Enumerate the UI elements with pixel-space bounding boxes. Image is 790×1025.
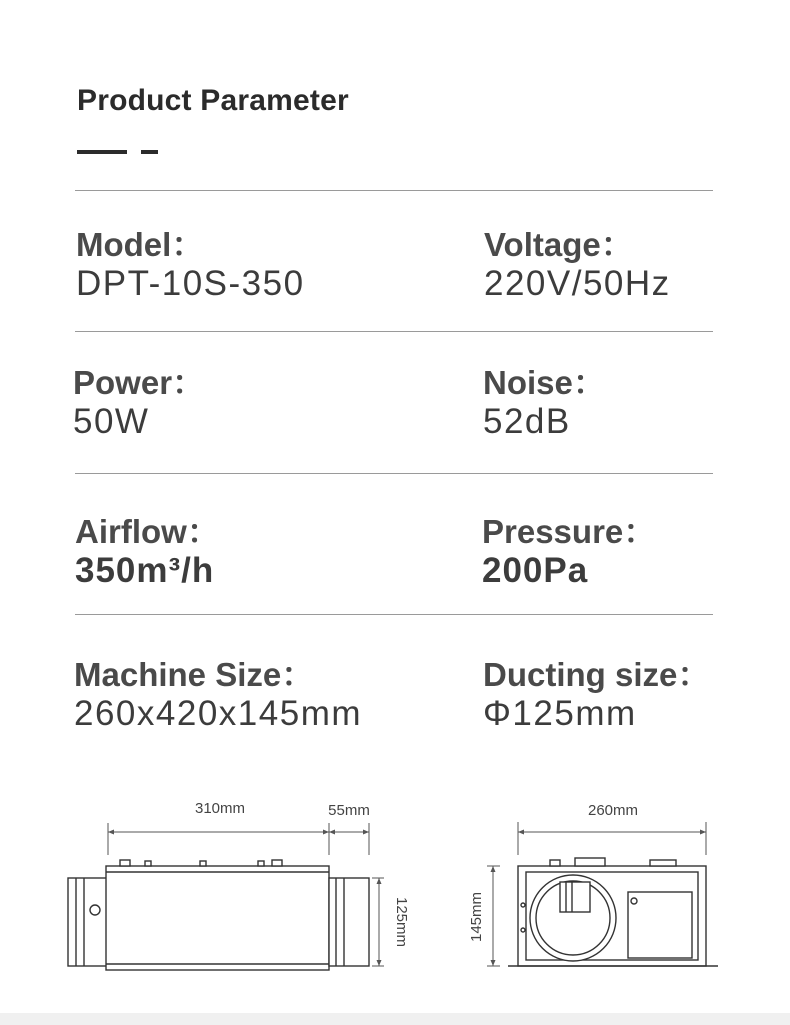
dimension-drawing — [0, 780, 790, 1010]
side-length-dimension: 310mm — [194, 800, 246, 817]
side-collar-dimension: 55mm — [328, 802, 370, 819]
side-view-fan — [68, 860, 369, 970]
divider — [75, 190, 713, 191]
footer-strip — [0, 1013, 790, 1025]
divider — [75, 331, 713, 332]
airflow-label: Airflow： — [75, 513, 220, 550]
model-label: Model： — [76, 226, 205, 263]
pressure-label: Pressure： — [482, 513, 657, 550]
machine-size-label: Machine Size： — [74, 656, 315, 693]
pressure-value: 200Pa — [482, 551, 589, 590]
ducting-size-value: Φ125mm — [483, 694, 637, 733]
power-label: Power： — [73, 364, 206, 401]
duct-diameter-dimension: 125mm — [393, 896, 410, 948]
divider — [75, 614, 713, 615]
voltage-value: 220V/50Hz — [484, 264, 671, 303]
page-title: Product Parameter — [77, 84, 349, 117]
model-value: DPT-10S-350 — [76, 264, 305, 303]
divider — [75, 473, 713, 474]
noise-value: 52dB — [483, 402, 571, 441]
front-view-fan — [508, 858, 718, 966]
title-underline-short — [141, 150, 158, 154]
airflow-value: 350m³/h — [75, 551, 215, 590]
ducting-size-label: Ducting size： — [483, 656, 711, 693]
noise-label: Noise： — [483, 364, 606, 401]
title-underline-long — [77, 150, 127, 154]
voltage-label: Voltage： — [484, 226, 634, 263]
machine-size-value: 260x420x145mm — [74, 694, 362, 733]
front-height-dimension: 145mm — [468, 891, 485, 943]
front-width-dimension: 260mm — [587, 802, 639, 819]
power-value: 50W — [73, 402, 150, 441]
